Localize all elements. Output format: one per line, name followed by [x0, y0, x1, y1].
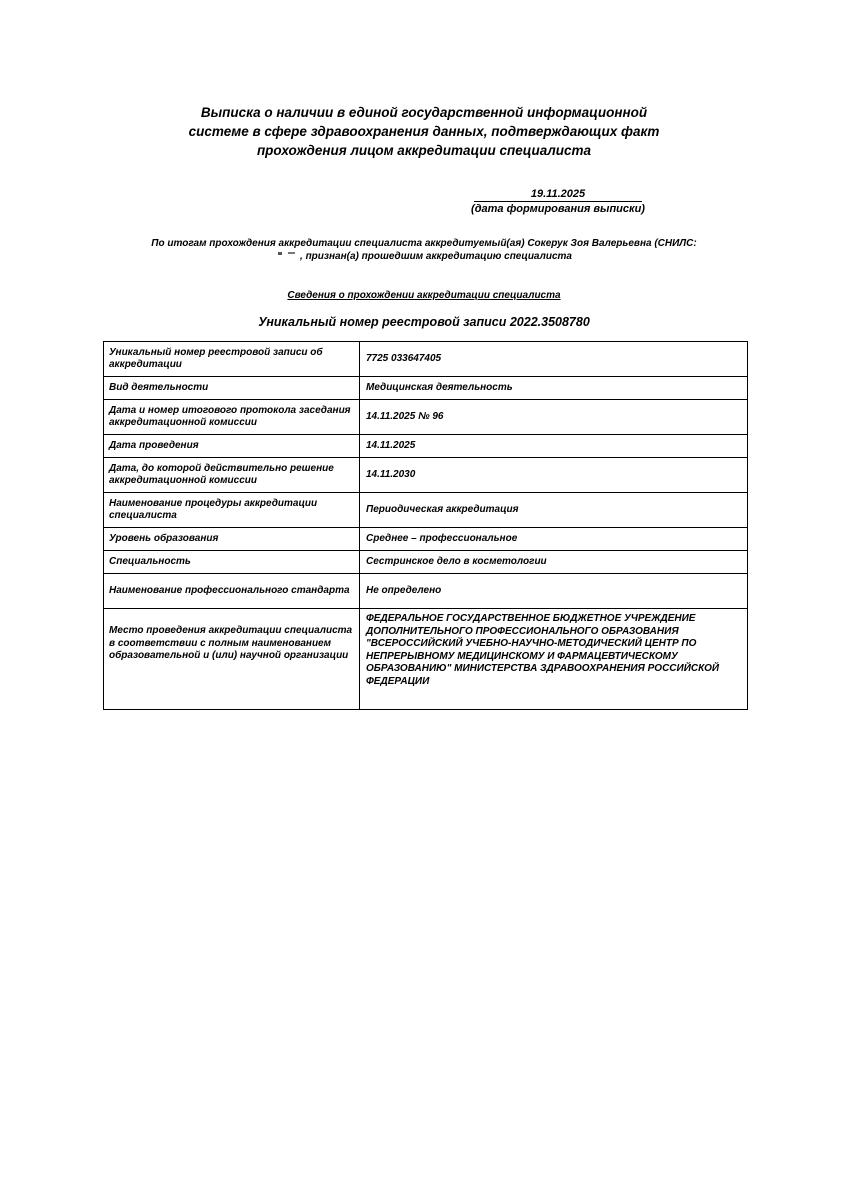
row-value: 7725 033647405 [360, 342, 748, 377]
row-label: Наименование профессионального стандарта [104, 574, 360, 609]
table-row [104, 435, 748, 458]
row-label: Дата, до которой действительно решение аккредитационной комиссии [104, 458, 360, 493]
row-label: Дата проведения [104, 435, 360, 458]
intro-line: , признан(а) прошедшим аккредитацию специалиста [300, 251, 572, 262]
table-row [104, 400, 748, 435]
document-title [150, 103, 698, 160]
row-value: 14.11.2030 [360, 458, 748, 493]
row-label: Место проведения аккредитации специалиста в соответствии с полным наименованием образовательной и (или) научной организации [104, 609, 360, 710]
intro-line-second [90, 250, 758, 263]
table-row [104, 574, 748, 609]
table-row [104, 551, 748, 574]
row-label: Уникальный номер реестровой записи об аккредитации [104, 342, 360, 377]
formation-date-caption: (дата формирования выписки) [471, 203, 645, 215]
formation-date: 19.11.2025 [474, 188, 642, 202]
table-row [104, 377, 748, 400]
table-row [104, 528, 748, 551]
intro-paragraph [90, 237, 758, 263]
row-value: Сестринское дело в косметологии [360, 551, 748, 574]
accreditation-table [103, 341, 748, 710]
table-row [104, 458, 748, 493]
row-value: Периодическая аккредитация [360, 493, 748, 528]
document-title-line: прохождения лицом аккредитации специалиста [256, 143, 592, 158]
table-row [104, 493, 748, 528]
row-value: Среднее – профессиональное [360, 528, 748, 551]
section-heading: Сведения о прохождении аккредитации специалиста [287, 290, 561, 301]
row-label: Вид деятельности [104, 377, 360, 400]
row-label: Наименование процедуры аккредитации специалиста [104, 493, 360, 528]
row-value: ФЕДЕРАЛЬНОЕ ГОСУДАРСТВЕННОЕ БЮДЖЕТНОЕ УЧРЕЖДЕНИЕ ДОПОЛНИТЕЛЬНОГО ПРОФЕССИОНАЛЬНОГО ОБРАЗОВАНИЯ "ВСЕРОССИЙСКИЙ УЧЕБНО-НАУЧНО-МЕТОДИЧЕСКИЙ ЦЕНТР ПО НЕПРЕРЫВНОМУ МЕДИЦИНСКОМУ И ФАРМАЦЕВТИЧЕСКОМУ ОБРАЗОВАНИЮ" МИНИСТЕРСТВА ЗДРАВООХРАНЕНИЯ РОССИЙСКОЙ ФЕДЕРАЦИИ [360, 609, 748, 710]
row-label: Уровень образования [104, 528, 360, 551]
row-value: 14.11.2025 № 96 [360, 400, 748, 435]
row-label: Дата и номер итогового протокола заседания аккредитационной комиссии [104, 400, 360, 435]
row-value: Медицинская деятельность [360, 377, 748, 400]
registry-number: Уникальный номер реестровой записи 2022.3508780 [258, 315, 590, 329]
document-title-line: системе в сфере здравоохранения данных, подтверждающих факт [188, 124, 660, 139]
row-value: Не определено [360, 574, 748, 609]
row-value: 14.11.2025 [360, 435, 748, 458]
formation-date-block [470, 188, 646, 215]
document-title-line: Выписка о наличии в единой государственной информационной [200, 105, 648, 120]
snils-redaction [276, 252, 300, 261]
table-row [104, 609, 748, 710]
intro-line: По итогам прохождения аккредитации специалиста аккредитуемый(ая) Сокерук Зоя Валерьевна (СНИЛС: [151, 238, 697, 249]
table-row [104, 342, 748, 377]
row-label: Специальность [104, 551, 360, 574]
